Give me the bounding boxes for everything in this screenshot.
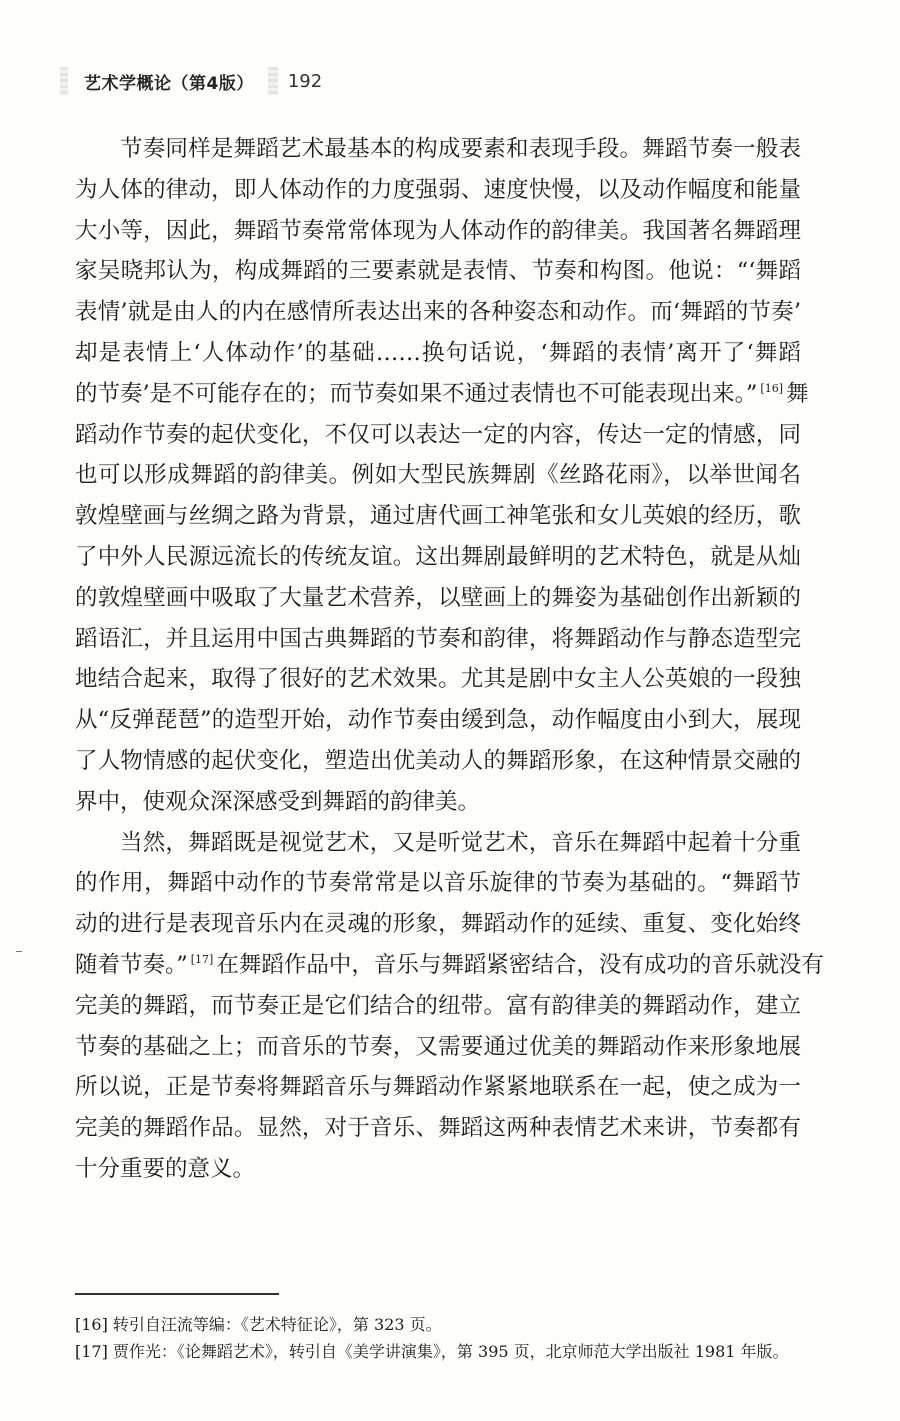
text-line: 为人体的律动，即人体动作的力度强弱、速度快慢，以及动作幅度和能量	[75, 176, 801, 203]
text-line: 蹈语汇，并且运用中国古典舞蹈的节奏和韵律，将舞蹈动作与静态造型完	[75, 625, 801, 652]
text-line: 十分重要的意义。	[75, 1155, 256, 1182]
footnote-16: [16] 转引自汪流等编：《艺术特征论》，第 323 页。	[75, 1315, 442, 1334]
text-line: 了中外人民源远流长的传统友谊。这出舞剧最鲜明的艺术特色，就是从灿	[75, 543, 801, 570]
footnote-ref-16[interactable]: [16]	[760, 382, 783, 396]
text-line: 大小等，因此，舞蹈节奏常常体现为人体动作的韵律美。我国著名舞蹈理	[75, 217, 801, 244]
text-line: 却是表情上‘人体动作’的基础……换句话说，‘舞蹈的表情’离开了‘舞蹈	[75, 339, 801, 366]
text-line	[75, 374, 809, 415]
book-title: 艺术学概论（第4版）	[84, 73, 254, 94]
footnote-ref-17[interactable]: [17]	[190, 953, 214, 967]
text-line: 当然，舞蹈既是视觉艺术，又是听觉艺术，音乐在舞蹈中起着十分重	[120, 829, 801, 856]
footnote-17: [17] 贾作光：《论舞蹈艺术》，转引自《美学讲演集》，第 395 页，北京师范大学出版社 1981 年版。	[75, 1342, 789, 1361]
text-segment: 舞	[786, 380, 809, 407]
margin-mark	[16, 951, 22, 952]
text-segment: 在舞蹈作品中，音乐与舞蹈紧密结合，没有成功的音乐就没有	[216, 951, 824, 978]
text-line: 的作用，舞蹈中动作的节奏常常是以音乐旋律的节奏为基础的。“舞蹈节	[75, 870, 801, 897]
body-text	[75, 129, 824, 1190]
text-line: 所以说，正是节奏将舞蹈音乐与舞蹈动作紧紧地联系在一起，使之成为一	[75, 1074, 801, 1101]
text-line: 完美的舞蹈，而节奏正是它们结合的纽带。富有韵律美的舞蹈动作，建立	[75, 992, 801, 1019]
text-line: 地结合起来，取得了很好的艺术效果。尤其是剧中女主人公英娘的一段独	[75, 666, 801, 693]
text-line: 表情’就是由人的内在感情所表达出来的各种姿态和动作。而‘舞蹈的节奏’	[75, 299, 801, 326]
text-line: 蹈动作节奏的起伏变化，不仅可以表达一定的内容，传达一定的情感，同	[75, 421, 801, 448]
text-line: 的敦煌壁画中吸取了大量艺术营养，以壁画上的舞姿为基础创作出新颖的	[75, 584, 801, 611]
text-line: 动的进行是表现音乐内在灵魂的形象，舞蹈动作的延续、重复、变化始终	[75, 911, 801, 938]
text-line: 也可以形成舞蹈的韵律美。例如大型民族舞剧《丝路花雨》，以举世闻名	[75, 462, 801, 489]
text-segment: 随着节奏。”	[75, 951, 188, 978]
text-line: 了人物情感的起伏变化，塑造出优美动人的舞蹈形象，在这种情景交融的	[75, 747, 801, 774]
text-line: 敦煌壁画与丝绸之路为背景，通过唐代画工神笔张和女儿英娘的经历，歌	[75, 503, 801, 530]
text-line: 节奏的基础之上；而音乐的节奏，又需要通过优美的舞蹈动作来形象地展	[75, 1033, 801, 1060]
text-segment: 的节奏’是不可能存在的；而节奏如果不通过表情也不可能表现出来。”	[75, 380, 758, 407]
text-line: 完美的舞蹈作品。显然，对于音乐、舞蹈这两种表情艺术来讲，节奏都有	[75, 1115, 801, 1142]
header-decoration	[60, 67, 68, 95]
text-line: 从“反弹琵琶”的造型开始，动作节奏由缓到急，动作幅度由小到大，展现	[75, 707, 801, 734]
text-line: 界中，使观众深深感受到舞蹈的韵律美。	[75, 788, 481, 815]
text-line: 节奏同样是舞蹈艺术最基本的构成要素和表现手段。舞蹈节奏一般表	[120, 136, 801, 162]
running-header	[60, 66, 322, 96]
text-line	[75, 945, 824, 986]
text-line: 家吴晓邦认为，构成舞蹈的三要素就是表情、节奏和构图。他说：“‘舞蹈	[75, 258, 801, 285]
footnote-divider	[75, 1293, 279, 1295]
page-number: 192	[287, 70, 323, 92]
footnotes	[75, 1311, 815, 1365]
header-separator	[268, 67, 278, 95]
